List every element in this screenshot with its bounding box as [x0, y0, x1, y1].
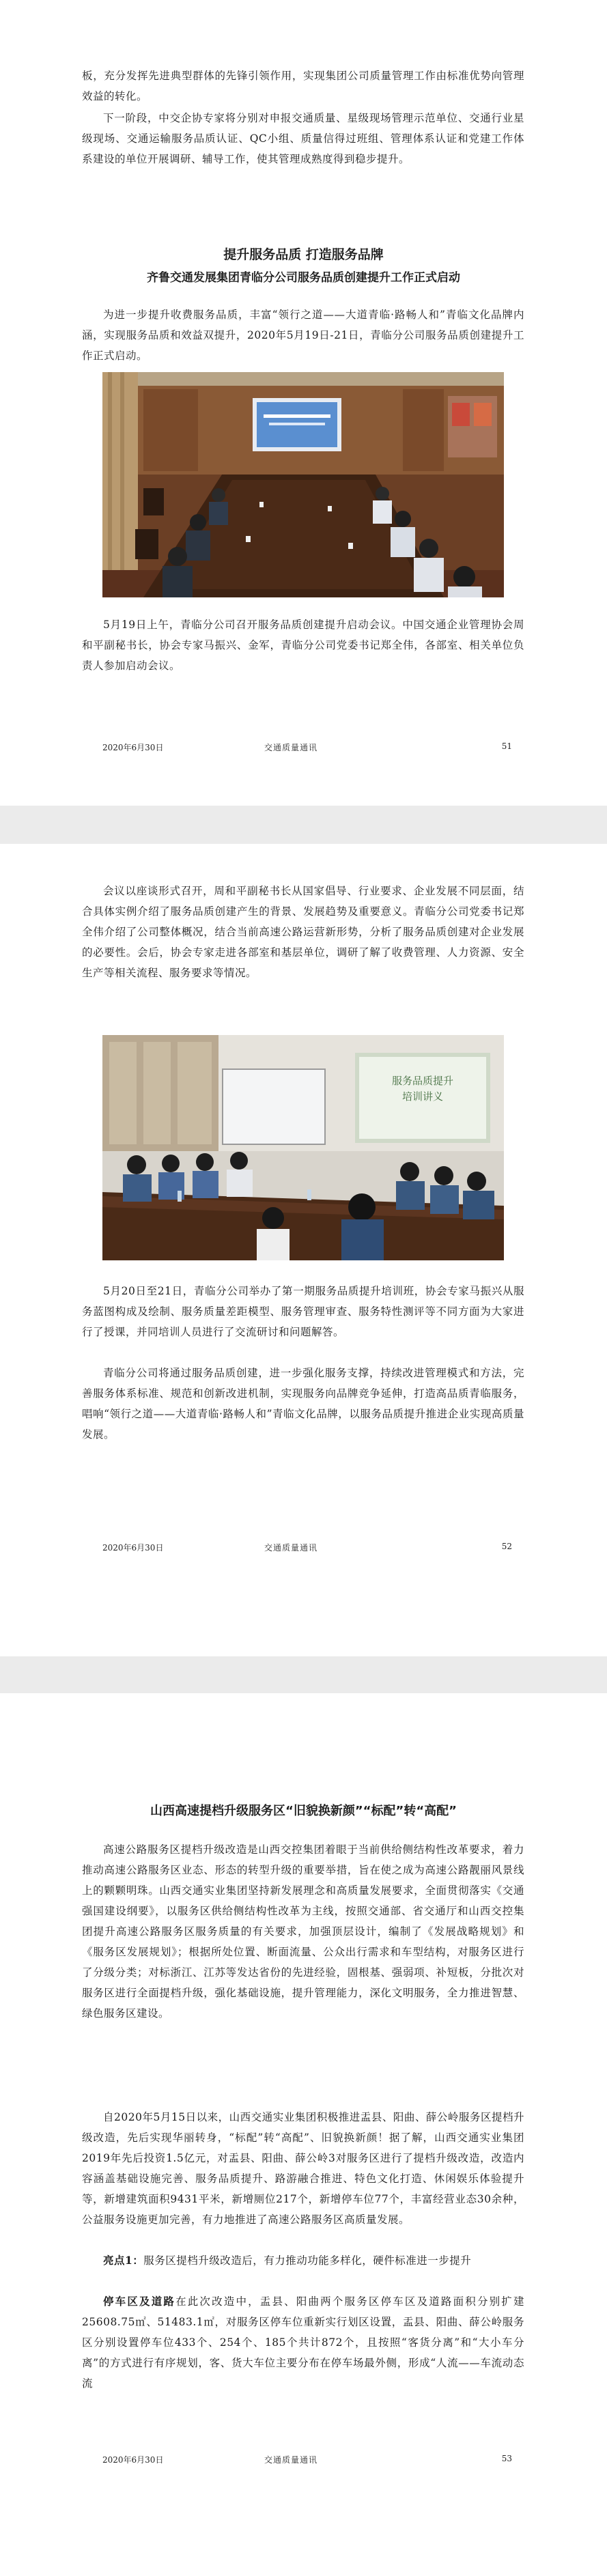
parking-label: 停车区及道路 [103, 2295, 176, 2308]
meeting-room-illustration [102, 372, 504, 597]
article-title: 山西高速提档升级服务区“旧貌换新颜”“标配”转“高配” [150, 1804, 457, 1818]
footer-date: 2020年6月30日 [102, 1543, 164, 1553]
paragraph-intro: 为进一步提升收费服务品质，丰富“领行之道——大道青临·路畅人和”青临文化品牌内涵，实现服务品质和效益双提升，2020年5月19日-21日，青临分公司服务品质创建提升工作正式启动。 [82, 309, 524, 362]
page-51 [0, 0, 607, 806]
training-room-illustration [102, 1035, 504, 1260]
paragraph-upgrade-progress: 自2020年5月15日以来，山西交通实业集团积极推进盂县、阳曲、薛公岭服务区提档升级改造，先后实现华丽转身，“标配”转“高配”、旧貌换新颜！据了解，山西交通实业集团2019年先后投资1.5亿元，对盂县、阳曲、薛公岭3对服务区进行了提档升级改造，改造内容涵盖基础设施完善、服务品质提升、路游融合推进、特色文化打造、休闲娱乐体验提升等，新增建筑面积9431平米，新增厕位217个，新增停车位77个，丰富经营业态30余种，公益服务设施更加完善，有力地推进了高速公路服务区高质量发展。 [82, 2111, 524, 2226]
parking-text: 在此次改造中，盂县、阳曲两个服务区停车区及道路面积分别扩建25608.75㎡、51483.1㎡，对服务区停车位重新实行划区设置，盂县、阳曲、薛公岭服务区分别设置停车位433个、254个、185个共计872个，且按照“客货分离”和“大小车分离”的方式进行有序规划，客、货大车位主要分布在停车场最外侧，形成“人流——车流动态流 [82, 2295, 524, 2390]
screen-title-line2: 培训讲义 [401, 1090, 444, 1103]
meeting-room-photo [102, 372, 504, 597]
paragraph-highlight-1 [82, 2250, 524, 2271]
highlight-label: 亮点1： [103, 2254, 144, 2267]
footer-date: 2020年6月30日 [102, 2455, 164, 2465]
footer-journal: 交通质量通讯 [264, 2455, 318, 2465]
footer-page-number: 51 [501, 741, 512, 751]
paragraph-parking [82, 2291, 524, 2394]
footer-page-number: 53 [501, 2454, 512, 2463]
highlight-text: 服务区提档升级改造后，有力推动功能多样化，硬件标准进一步提升 [143, 2254, 472, 2267]
screen-title-line1: 服务品质提升 [391, 1075, 454, 1087]
paragraph-continuation: 板，充分发挥先进典型群体的先锋引领作用，实现集团公司质量管理工作由标准优势向管理效益的转化。 [82, 70, 524, 102]
footer-journal: 交通质量通讯 [264, 1543, 318, 1553]
page-53 [0, 1693, 607, 2576]
article-title: 提升服务品质 打造服务品牌 [223, 247, 384, 262]
training-session-photo [102, 1035, 504, 1260]
paragraph-training: 5月20日至21日，青临分公司举办了第一期服务品质提升培训班，协会专家马振兴从服务蓝图构成及绘制、服务质量差距模型、服务管理审查、服务特性测评等不同方面为大家进行了授课，并同培训人员进行了交流研讨和问题解答。 [82, 1285, 524, 1338]
paragraph-next-stage: 下一阶段，中交企协专家将分别对申报交通质量、星级现场管理示范单位、交通行业星级现场、交通运输服务品质认证、QC小组、质量信得过班组、管理体系认证和党建工作体系建设的单位开展调研、辅导工作，使其管理成熟度得到稳步提升。 [82, 112, 524, 165]
footer-date: 2020年6月30日 [102, 743, 164, 752]
paragraph-meeting-details: 会议以座谈形式召开，周和平副秘书长从国家倡导、行业要求、企业发展不同层面，结合具体实例介绍了服务品质创建产生的背景、发展趋势及重要意义。青临分公司党委书记郑全伟介绍了公司整体概况，结合当前高速公路运营新形势，分析了服务品质创建对企业发展的必要性。会后，协会专家走进各部室和基层单位，调研了解了收费管理、人力资源、安全生产等相关流程、服务要求等情况。 [82, 885, 524, 979]
paragraph-background: 高速公路服务区提档升级改造是山西交控集团着眼于当前供给侧结构性改革要求，着力推动高速公路服务区业态、形态的转型升级的重要举措，旨在使之成为高速公路靓丽风景线上的颗颗明珠。山西交通实业集团坚持新发展理念和高质量发展要求，全面贯彻落实《交通强国建设纲要》，以服务区供给侧结构性改革为主线，按照交通部、省交通厅和山西交控集团提升高速公路服务区服务质量的有关要求，加强顶层设计，编制了《发展战略规划》和《服务区发展规划》；根据所处位置、断面流量、公众出行需求和车型结构，对服务区进行了分级分类；对标浙江、江苏等发达省份的先进经验，固根基、强弱项、补短板，分批次对服务区进行全面提档升级，强化基础设施，提升管理能力，深化文明服务，全力推进智慧、绿色服务区建设。 [82, 1843, 524, 2020]
page-52 [0, 844, 607, 1656]
paragraph-closing: 青临分公司将通过服务品质创建，进一步强化服务支撑，持续改进管理模式和方法，完善服务体系标准、规范和创新改进机制，实现服务向品牌竞争延伸，打造高品质青临服务，唱响“领行之道——大道青临·路畅人和”青临文化品牌，以服务品质提升推进企业实现高质量发展。 [82, 1367, 524, 1441]
article-subtitle: 齐鲁交通发展集团青临分公司服务品质创建提升工作正式启动 [147, 271, 460, 285]
paragraph-kickoff-meeting: 5月19日上午，青临分公司召开服务品质创建提升启动会议。中国交通企业管理协会周和平副秘书长，协会专家马振兴、金军，青临分公司党委书记郑全伟，各部室、相关单位负责人参加启动会议。 [82, 619, 524, 672]
footer-page-number: 52 [501, 1542, 512, 1551]
footer-journal: 交通质量通讯 [264, 743, 318, 752]
